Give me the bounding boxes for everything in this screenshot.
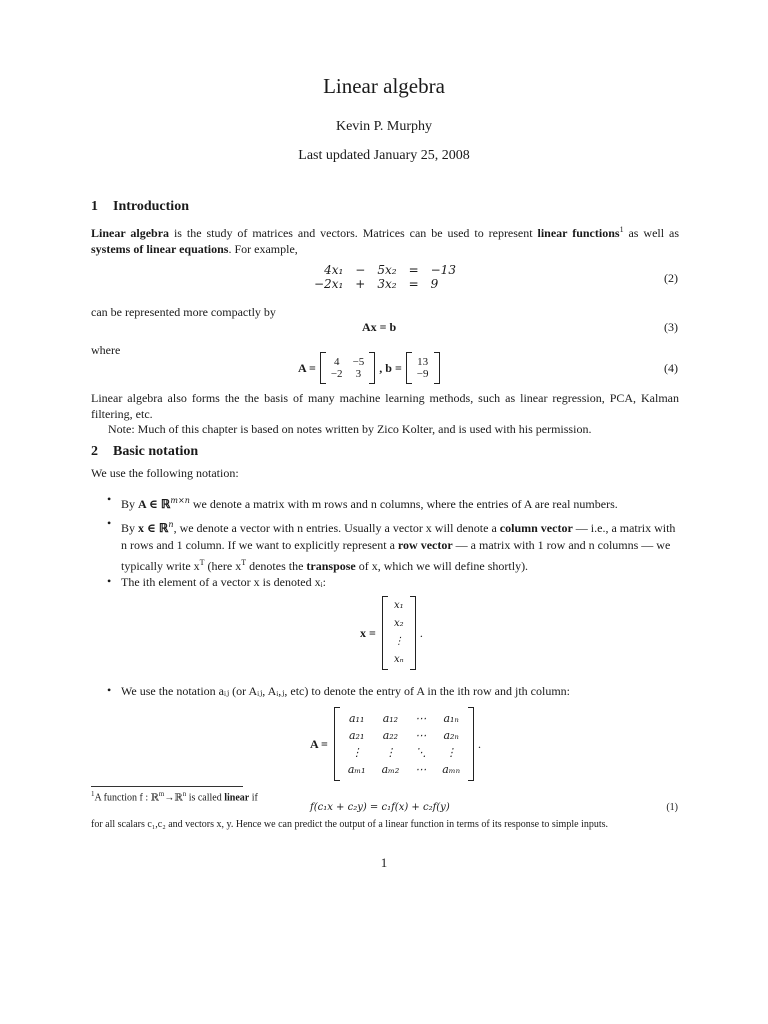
equation-number: (1) (666, 802, 678, 813)
period: . (419, 625, 423, 640)
vector-cell: −9 (416, 368, 429, 380)
equation-matrix-definition (298, 352, 440, 384)
vector-x-label: x = (360, 625, 376, 640)
term-linear-algebra: Linear algebra (91, 226, 170, 240)
vector-cell: 13 (417, 356, 429, 368)
equation-number: (4) (664, 361, 678, 375)
eq-term: −2x₁ (314, 277, 344, 291)
bullet-text: of x, which we will define shortly). (355, 559, 529, 573)
bullet-text: (here x (204, 559, 242, 573)
bullet-marker: • (107, 492, 112, 506)
vector-entry: x₁ (394, 600, 404, 611)
matrix-entry: a₁ₙ (443, 712, 459, 725)
matrix-a-general (334, 707, 474, 781)
equation-ax-b: Ax = b (362, 320, 397, 334)
footnote-equation: f(c₁x + c₂y) = c₁f(x) + c₂f(y) (310, 802, 450, 813)
bullet-marker: • (107, 683, 112, 697)
term-column-vector: column vector (499, 521, 573, 535)
bullet-vector-notation (121, 516, 679, 575)
section-title: Introduction (113, 199, 189, 214)
basis-paragraph: Linear algebra also forms the the basis of many machine learning methods, such as linear regression, PCA, Kalman filtering, etc. (91, 391, 679, 421)
matrix-entry: a₂₂ (382, 729, 399, 742)
vector-entry: ⋮ (393, 636, 404, 647)
footnote-rule (91, 786, 243, 787)
matrix-entry: a₁₁ (349, 712, 365, 725)
bullet-text: we denote a matrix with m rows and n columns, where the entries of A are real numbers. (189, 497, 618, 511)
matrix-a (320, 352, 375, 384)
bullet-text: , we denote a vector with n entries. Usually a vector x will denote a (173, 521, 500, 535)
intro-text-3: . For example, (228, 242, 298, 256)
matrix-entry: ⋯ (415, 763, 427, 776)
eq-op: = (408, 263, 419, 277)
eq-term: 4x₁ (324, 263, 344, 277)
footnote-continuation: for all scalars c₁,c₂ and vectors x, y. Hence we can predict the output of a linear function in terms of its response to simple inputs. (91, 819, 609, 830)
term-systems-of-linear-equations: systems of linear equations (91, 242, 229, 256)
vector-entry: x₂ (394, 618, 404, 629)
period: . (478, 736, 482, 751)
footnote-fragment: A function f : ℝ (94, 792, 159, 804)
matrix-cell: 3 (355, 368, 362, 380)
vector-x (382, 596, 416, 670)
notation-intro: We use the following notation: (91, 466, 239, 480)
bullet-marker: • (107, 516, 112, 530)
vector-entry: xₙ (393, 654, 404, 665)
bullet-matrix-notation (121, 492, 679, 513)
vector-x-display (360, 596, 423, 670)
compact-text: can be represented more compactly by (91, 305, 276, 319)
section-number: 1 (91, 199, 98, 214)
intro-text-2: as well as (623, 226, 679, 240)
matrix-entry: ⋮ (445, 746, 457, 759)
term-linear: linear (224, 792, 250, 804)
bullet-text: — i.e., a matrix with n rows and 1 column. If we want to explicitly represent a (121, 521, 676, 552)
bullet-element-notation: The ith element of a vector x is denoted xᵢ: (121, 575, 326, 589)
footnote-mark: 1 (91, 790, 95, 798)
equation-number: (2) (664, 271, 678, 285)
author-name: Kevin P. Murphy (335, 119, 433, 134)
bullet-text: denotes the (246, 559, 307, 573)
term-row-vector: row vector (397, 538, 453, 552)
equation-row (308, 263, 462, 277)
section-title: Basic notation (113, 444, 199, 459)
vector-b-label: , b = (379, 360, 402, 375)
eq-op: − (355, 263, 366, 277)
matrix-cell: −2 (330, 368, 343, 380)
footnote-fragment: →ℝ (164, 792, 183, 804)
math-superscript: n (168, 520, 174, 529)
matrix-entry: ⋯ (415, 712, 427, 725)
matrix-entry: aₘₙ (442, 763, 461, 776)
bullet-marker: • (107, 574, 112, 588)
term-linear-functions: linear functions (537, 226, 620, 240)
section-number: 2 (91, 444, 98, 459)
matrix-entry: ⋱ (415, 746, 427, 759)
vector-b (406, 352, 440, 384)
bullet-text: By (121, 521, 139, 535)
matrix-entry: aₘ₂ (381, 763, 400, 776)
equation-number: (3) (664, 320, 678, 334)
section-heading-introduction (91, 199, 189, 215)
matrix-entry: a₂₁ (349, 729, 365, 742)
matrix-entry: aₘ₁ (347, 763, 366, 776)
eq-term: 5x₂ (377, 263, 397, 277)
matrix-a-label: A = (310, 736, 328, 751)
section-heading-basic-notation (91, 444, 198, 460)
matrix-entry: a₂ₙ (443, 729, 459, 742)
matrix-a-label: A = (298, 360, 316, 375)
where-text: where (91, 343, 121, 357)
math-superscript: m×n (170, 496, 190, 505)
bullet-text: By (121, 497, 139, 511)
last-updated-date: Last updated January 25, 2008 (298, 148, 470, 163)
page-number: 1 (380, 855, 388, 870)
note-paragraph: Note: Much of this chapter is based on notes written by Zico Kolter, and is used with his permission. (108, 422, 592, 436)
eq-term: 9 (430, 277, 439, 291)
matrix-entry: ⋯ (415, 729, 427, 742)
footnote-fragment: is called (186, 792, 225, 804)
eq-op: = (408, 277, 419, 291)
eq-term: −13 (430, 263, 456, 277)
equation-system (308, 263, 462, 291)
math-superscript: m (158, 790, 165, 798)
eq-op: + (355, 277, 366, 291)
math-symbol: x ∈ ℝ (138, 521, 169, 535)
matrix-cell: 4 (333, 356, 340, 368)
term-transpose: transpose (306, 559, 356, 573)
matrix-entry: ⋮ (384, 746, 396, 759)
matrix-entry: a₁₂ (382, 712, 399, 725)
math-superscript: T (241, 558, 247, 567)
footnote-fragment: if (249, 792, 258, 804)
equation-row (308, 277, 462, 291)
matrix-entry: ⋮ (351, 746, 363, 759)
intro-text-1: is the study of matrices and vectors. Matrices can be used to represent (169, 226, 538, 240)
bullet-entry-notation: We use the notation aᵢⱼ (or Aᵢⱼ, Aᵢ,ⱼ, etc) to denote the entry of A in the ith row and jth column: (121, 684, 571, 698)
document-title: Linear algebra (323, 74, 445, 98)
footnote-text (91, 790, 258, 803)
eq-term: 3x₂ (377, 277, 397, 291)
matrix-a-display (310, 707, 481, 781)
bullet-text: — a matrix with 1 row and n columns — we typically write x (121, 538, 671, 573)
matrix-cell: −5 (352, 356, 365, 368)
math-symbol: A ∈ ℝ (138, 497, 171, 511)
math-superscript: T (199, 558, 205, 567)
intro-paragraph (91, 222, 679, 257)
math-superscript: n (182, 790, 187, 798)
footnote-mark: 1 (619, 225, 624, 234)
